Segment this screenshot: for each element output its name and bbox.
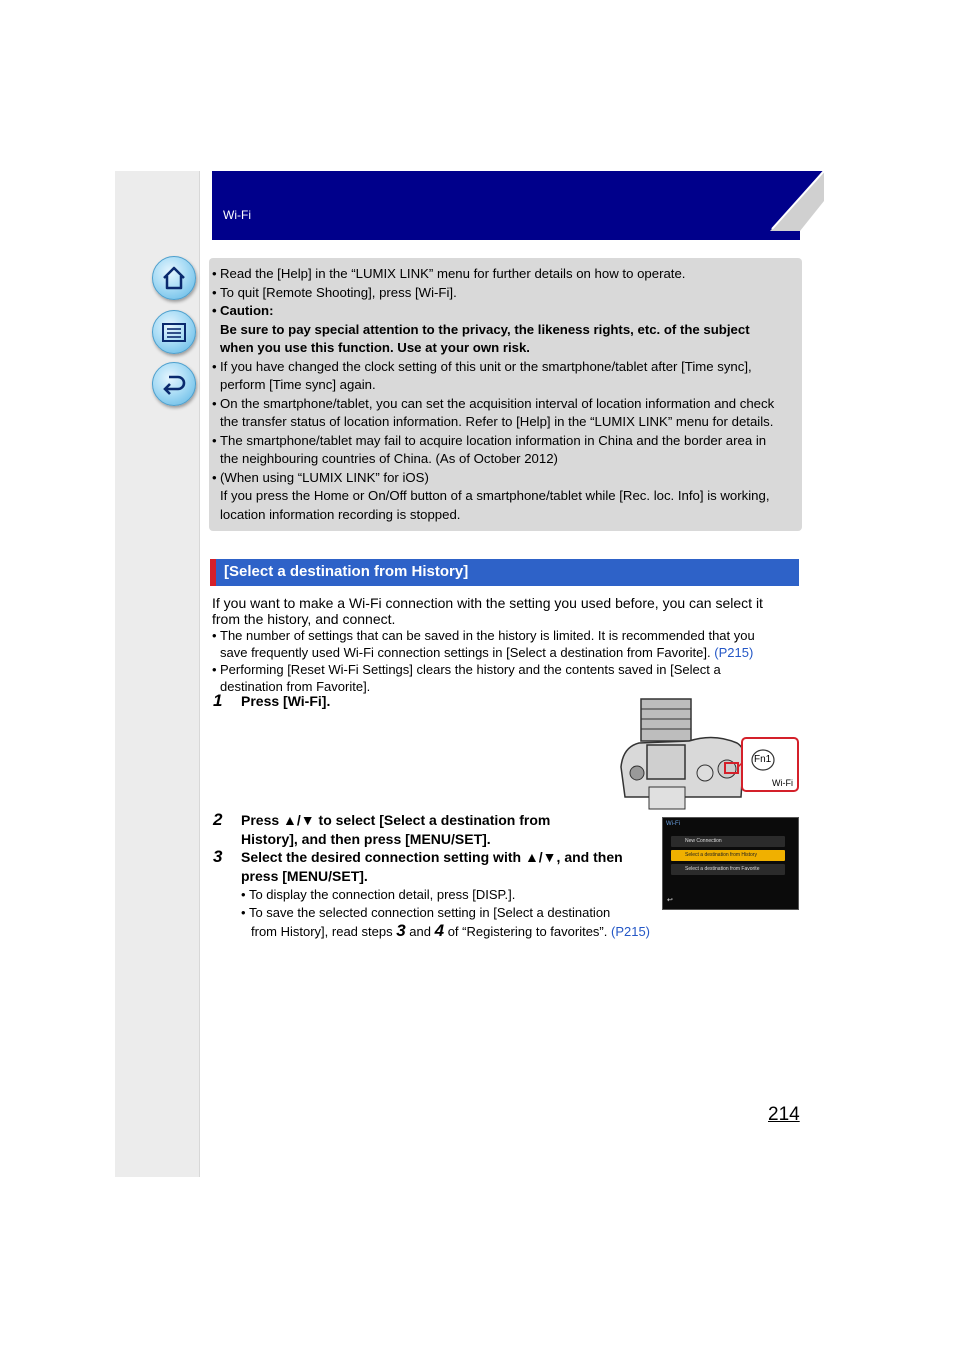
- intro-bullet-cont: [212, 644, 802, 661]
- camera-screen: [662, 817, 799, 910]
- note-line: the neighbouring countries of China. (As of October 2012): [220, 451, 558, 466]
- note-line: • To quit [Remote Shooting], press [Wi-Fi].: [212, 284, 802, 303]
- screen-title: Wi-Fi: [666, 821, 680, 827]
- home-icon: [160, 264, 188, 292]
- notes-list: [212, 265, 802, 524]
- note-line: perform [Time sync] again.: [220, 377, 376, 392]
- step-ref: 4: [434, 921, 445, 940]
- note-text: of “Registering to favorites”.: [444, 924, 611, 939]
- page-link[interactable]: (P215): [714, 645, 754, 660]
- screen-menu-item-selected: Select a destination from History: [671, 850, 785, 861]
- step-line: Press ▲/▼ to select [Select a destination from: [241, 812, 551, 828]
- chapter-header: [212, 171, 800, 240]
- screen-menu-item: New Connection: [671, 836, 785, 847]
- camera-illustration: [619, 697, 801, 811]
- note-line: • If you have changed the clock setting of this unit or the smartphone/tablet after [Time sync],: [212, 358, 802, 377]
- note-line: If you press the Home or On/Off button of a smartphone/tablet while [Rec. loc. Info] is working,: [220, 488, 770, 503]
- note-line: • The smartphone/tablet may fail to acquire location information in China and the border area in: [212, 432, 802, 451]
- step-line: History], and then press [MENU/SET].: [241, 831, 491, 847]
- step-text: [241, 848, 623, 886]
- note-line: • On the smartphone/tablet, you can set the acquisition interval of location information and check: [212, 395, 802, 414]
- note-text: from History], read steps: [251, 924, 397, 939]
- intro-text: [212, 595, 802, 695]
- wifi-button-label: Wi-Fi: [772, 778, 793, 788]
- step-number: 1: [213, 691, 223, 710]
- fn1-button-label: Fn1: [754, 754, 772, 765]
- caution-label: • Caution:: [212, 302, 802, 321]
- list-icon: [160, 318, 188, 346]
- note-line: • (When using “LUMIX LINK” for iOS): [212, 469, 802, 488]
- step-line: press [MENU/SET].: [241, 868, 368, 884]
- intro-bullet: [212, 627, 802, 644]
- page-link[interactable]: (P215): [610, 924, 651, 939]
- step-ref: 3: [396, 921, 406, 940]
- note-text: and: [405, 924, 435, 939]
- bullet-text: destination from Favorite].: [220, 679, 371, 694]
- note-line: Be sure to pay special attention to the privacy, the likeness rights, etc. of the subject: [220, 321, 750, 337]
- home-button[interactable]: [152, 256, 196, 300]
- bullet-text: The number of settings that can be saved in the history is limited. It is recommended that you: [220, 628, 755, 643]
- page-number: 214: [768, 1104, 800, 1125]
- screen-back-icon: ↩: [667, 897, 673, 904]
- intro-paragraph: If you want to make a Wi-Fi connection with the setting you used before, you can select it: [212, 595, 763, 611]
- step-text: Press [Wi-Fi].: [241, 693, 331, 709]
- step-number: 2: [213, 810, 223, 829]
- bullet-text: save frequently used Wi-Fi connection settings in [Select a destination from Favorite].: [220, 645, 715, 660]
- header-fold-decoration: [770, 171, 824, 231]
- note-line: when you use this function. Use at your own risk.: [220, 340, 530, 355]
- contents-button[interactable]: [152, 310, 196, 354]
- chapter-title: Wi-Fi: [223, 208, 251, 222]
- step-note: • To display the connection detail, press [DISP.].: [241, 887, 516, 902]
- intro-paragraph: from the history, and connect.: [212, 611, 396, 627]
- note-line: the transfer status of location information. Refer to [Help] in the “LUMIX LINK” menu for details.: [220, 414, 774, 429]
- step-line: Select the desired connection setting with ▲/▼, and then: [241, 849, 623, 865]
- screen-menu-item: Select a destination from Favorite: [671, 864, 785, 875]
- step-note-cont: [251, 921, 650, 941]
- bullet-text: Performing [Reset Wi-Fi Settings] clears the history and the contents saved in [Select a: [220, 662, 721, 677]
- back-button[interactable]: [152, 362, 196, 406]
- intro-bullet: [212, 661, 802, 678]
- step-text: [241, 811, 550, 849]
- return-icon: [160, 370, 188, 398]
- step-number: 3: [213, 847, 223, 866]
- section-title: [Select a destination from History]: [224, 563, 469, 580]
- note-line: location information recording is stopped.: [220, 506, 461, 522]
- note-line: • Read the [Help] in the “LUMIX LINK” menu for further details on how to operate.: [212, 265, 802, 284]
- note-text: To display the connection detail, press [DISP.].: [248, 887, 516, 902]
- note-text: To save the selected connection setting in [Select a destination: [248, 905, 611, 920]
- step-note: • To save the selected connection setting in [Select a destination: [241, 905, 611, 920]
